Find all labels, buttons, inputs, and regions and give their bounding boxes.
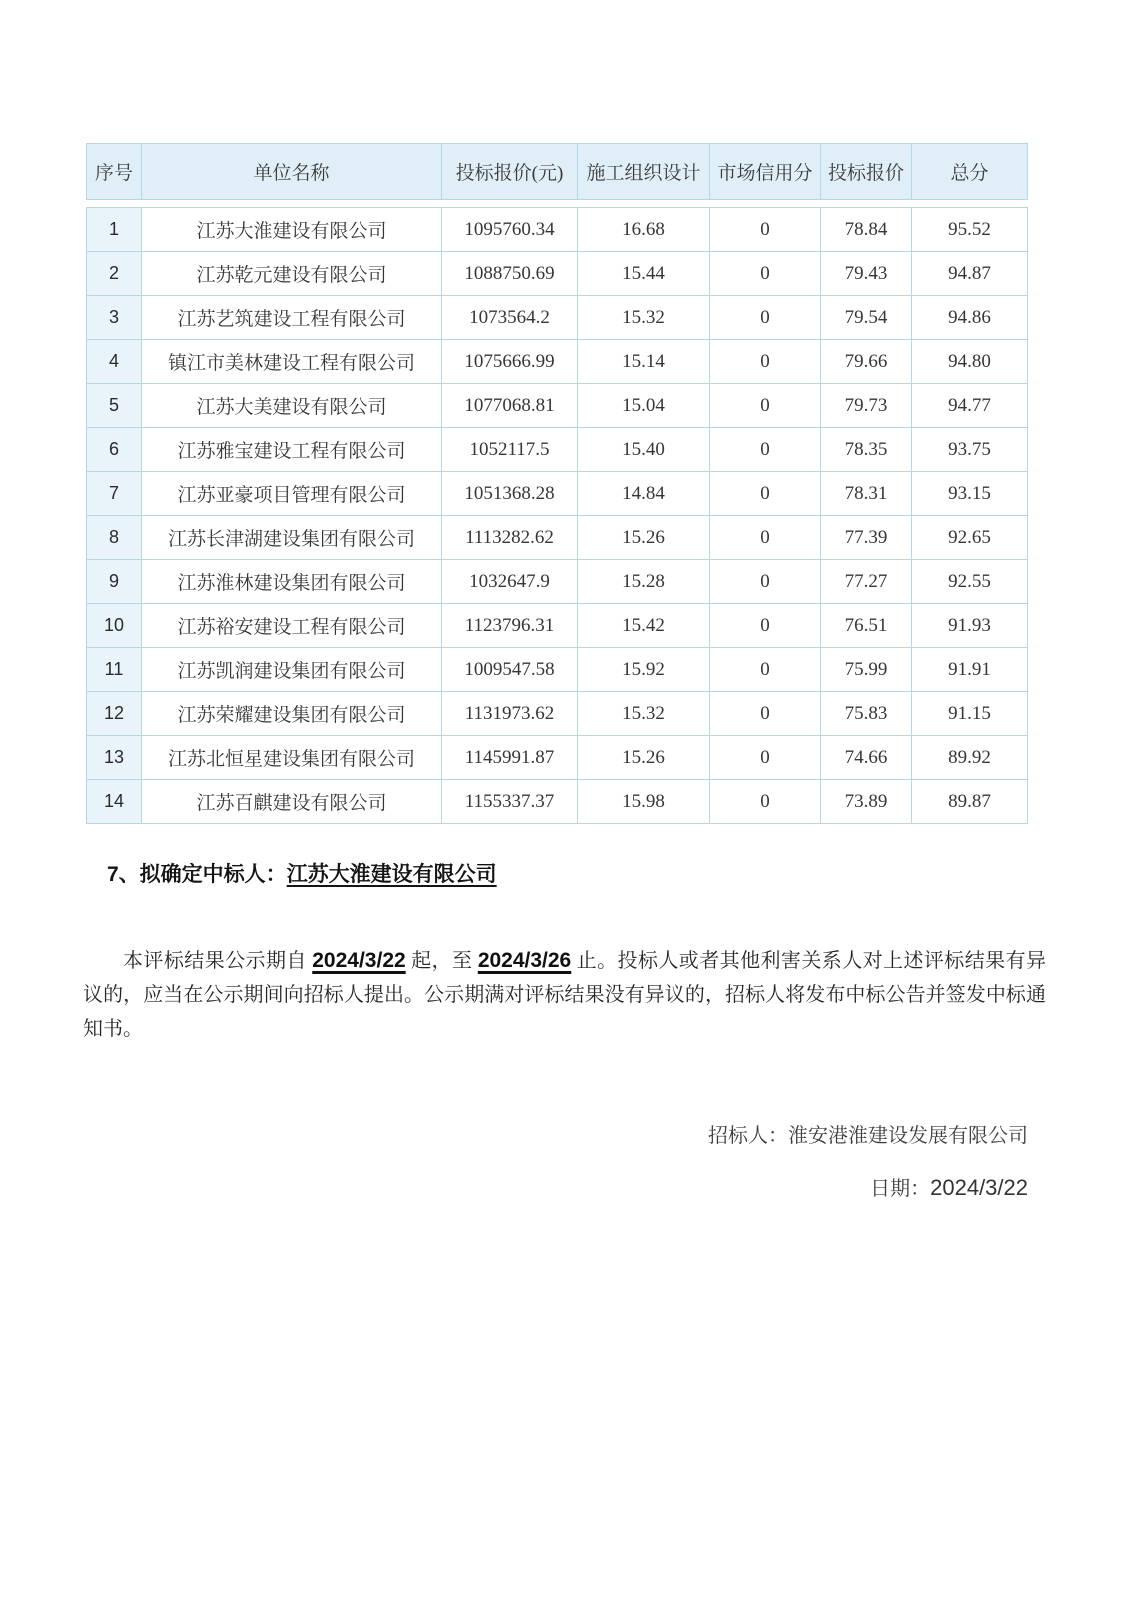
cell-bid-price: 1032647.9 bbox=[442, 560, 578, 604]
cell-price-score: 75.99 bbox=[821, 648, 912, 692]
cell-rank: 1 bbox=[87, 208, 142, 252]
evaluation-results-table-wrap bbox=[86, 143, 1027, 824]
cell-construction-score: 15.44 bbox=[578, 252, 710, 296]
cell-price-score: 79.43 bbox=[821, 252, 912, 296]
cell-total-score: 92.65 bbox=[912, 516, 1028, 560]
cell-credit-score: 0 bbox=[710, 384, 821, 428]
cell-company: 镇江市美林建设工程有限公司 bbox=[142, 340, 442, 384]
cell-price-score: 76.51 bbox=[821, 604, 912, 648]
award-label: 7、拟确定中标人： bbox=[107, 863, 287, 886]
signature-block bbox=[708, 1122, 1028, 1203]
table-row bbox=[87, 516, 1028, 560]
cell-credit-score: 0 bbox=[710, 692, 821, 736]
table-header-row bbox=[87, 144, 1028, 200]
cell-price-score: 77.39 bbox=[821, 516, 912, 560]
cell-construction-score: 15.26 bbox=[578, 516, 710, 560]
cell-price-score: 78.31 bbox=[821, 472, 912, 516]
cell-total-score: 94.86 bbox=[912, 296, 1028, 340]
table-row bbox=[87, 560, 1028, 604]
cell-total-score: 94.87 bbox=[912, 252, 1028, 296]
cell-company: 江苏雅宝建设工程有限公司 bbox=[142, 428, 442, 472]
cell-rank: 9 bbox=[87, 560, 142, 604]
cell-construction-score: 15.98 bbox=[578, 780, 710, 824]
cell-total-score: 93.75 bbox=[912, 428, 1028, 472]
cell-construction-score: 15.14 bbox=[578, 340, 710, 384]
cell-company: 江苏裕安建设工程有限公司 bbox=[142, 604, 442, 648]
header-total-score: 总分 bbox=[912, 144, 1028, 200]
header-construction-design: 施工组织设计 bbox=[578, 144, 710, 200]
tenderer-label: 招标人： bbox=[708, 1125, 788, 1147]
header-bid-price: 投标报价(元) bbox=[442, 144, 578, 200]
date-label: 日期： bbox=[870, 1178, 931, 1200]
cell-credit-score: 0 bbox=[710, 428, 821, 472]
cell-rank: 7 bbox=[87, 472, 142, 516]
cell-bid-price: 1123796.31 bbox=[442, 604, 578, 648]
cell-credit-score: 0 bbox=[710, 208, 821, 252]
table-row bbox=[87, 340, 1028, 384]
cell-bid-price: 1095760.34 bbox=[442, 208, 578, 252]
table-row bbox=[87, 296, 1028, 340]
tenderer-line bbox=[708, 1122, 1028, 1150]
table-header bbox=[87, 144, 1028, 200]
cell-price-score: 73.89 bbox=[821, 780, 912, 824]
cell-total-score: 94.80 bbox=[912, 340, 1028, 384]
cell-construction-score: 15.32 bbox=[578, 296, 710, 340]
cell-credit-score: 0 bbox=[710, 296, 821, 340]
cell-rank: 10 bbox=[87, 604, 142, 648]
table-row bbox=[87, 384, 1028, 428]
header-rank: 序号 bbox=[87, 144, 142, 200]
cell-bid-price: 1155337.37 bbox=[442, 780, 578, 824]
tenderer-name: 淮安港淮建设发展有限公司 bbox=[788, 1125, 1028, 1147]
table-row bbox=[87, 472, 1028, 516]
cell-rank: 6 bbox=[87, 428, 142, 472]
table-row bbox=[87, 208, 1028, 252]
cell-total-score: 89.87 bbox=[912, 780, 1028, 824]
cell-company: 江苏乾元建设有限公司 bbox=[142, 252, 442, 296]
cell-total-score: 95.52 bbox=[912, 208, 1028, 252]
cell-company: 江苏大淮建设有限公司 bbox=[142, 208, 442, 252]
cell-credit-score: 0 bbox=[710, 780, 821, 824]
table-row bbox=[87, 736, 1028, 780]
cell-rank: 5 bbox=[87, 384, 142, 428]
cell-credit-score: 0 bbox=[710, 560, 821, 604]
header-company: 单位名称 bbox=[142, 144, 442, 200]
header-market-credit: 市场信用分 bbox=[710, 144, 821, 200]
public-notice-paragraph bbox=[83, 944, 1046, 1046]
cell-company: 江苏淮林建设集团有限公司 bbox=[142, 560, 442, 604]
table-row bbox=[87, 692, 1028, 736]
cell-rank: 3 bbox=[87, 296, 142, 340]
cell-company: 江苏亚豪项目管理有限公司 bbox=[142, 472, 442, 516]
cell-construction-score: 15.40 bbox=[578, 428, 710, 472]
cell-total-score: 91.91 bbox=[912, 648, 1028, 692]
cell-rank: 13 bbox=[87, 736, 142, 780]
cell-company: 江苏艺筑建设工程有限公司 bbox=[142, 296, 442, 340]
cell-credit-score: 0 bbox=[710, 648, 821, 692]
award-winner-line bbox=[107, 858, 497, 888]
table-row bbox=[87, 428, 1028, 472]
notice-text: 本评标结果公示期自 bbox=[123, 950, 313, 972]
cell-rank: 2 bbox=[87, 252, 142, 296]
cell-company: 江苏北恒星建设集团有限公司 bbox=[142, 736, 442, 780]
cell-company: 江苏荣耀建设集团有限公司 bbox=[142, 692, 442, 736]
cell-price-score: 79.73 bbox=[821, 384, 912, 428]
cell-rank: 14 bbox=[87, 780, 142, 824]
header-body-gap bbox=[87, 200, 1028, 208]
cell-price-score: 78.35 bbox=[821, 428, 912, 472]
notice-text: 起，至 bbox=[405, 950, 478, 972]
cell-total-score: 91.15 bbox=[912, 692, 1028, 736]
cell-total-score: 94.77 bbox=[912, 384, 1028, 428]
cell-construction-score: 16.68 bbox=[578, 208, 710, 252]
notice-end-date: 2024/3/26 bbox=[477, 949, 572, 972]
cell-bid-price: 1009547.58 bbox=[442, 648, 578, 692]
cell-bid-price: 1051368.28 bbox=[442, 472, 578, 516]
cell-construction-score: 15.42 bbox=[578, 604, 710, 648]
header-price-score: 投标报价 bbox=[821, 144, 912, 200]
results-table bbox=[86, 143, 1028, 824]
cell-construction-score: 15.92 bbox=[578, 648, 710, 692]
award-winner-name: 江苏大淮建设有限公司 bbox=[286, 863, 497, 886]
cell-price-score: 74.66 bbox=[821, 736, 912, 780]
cell-bid-price: 1052117.5 bbox=[442, 428, 578, 472]
cell-total-score: 91.93 bbox=[912, 604, 1028, 648]
cell-price-score: 79.66 bbox=[821, 340, 912, 384]
cell-credit-score: 0 bbox=[710, 472, 821, 516]
cell-credit-score: 0 bbox=[710, 252, 821, 296]
cell-bid-price: 1145991.87 bbox=[442, 736, 578, 780]
cell-rank: 4 bbox=[87, 340, 142, 384]
cell-construction-score: 15.04 bbox=[578, 384, 710, 428]
table-row bbox=[87, 604, 1028, 648]
cell-construction-score: 15.28 bbox=[578, 560, 710, 604]
cell-bid-price: 1075666.99 bbox=[442, 340, 578, 384]
table-body bbox=[87, 200, 1028, 824]
cell-company: 江苏长津湖建设集团有限公司 bbox=[142, 516, 442, 560]
cell-price-score: 75.83 bbox=[821, 692, 912, 736]
notice-start-date: 2024/3/22 bbox=[312, 949, 406, 972]
cell-company: 江苏大美建设有限公司 bbox=[142, 384, 442, 428]
date-value: 2024/3/22 bbox=[930, 1175, 1028, 1200]
cell-company: 江苏凯润建设集团有限公司 bbox=[142, 648, 442, 692]
cell-bid-price: 1088750.69 bbox=[442, 252, 578, 296]
date-line bbox=[708, 1174, 1028, 1203]
cell-construction-score: 14.84 bbox=[578, 472, 710, 516]
cell-total-score: 92.55 bbox=[912, 560, 1028, 604]
table-row bbox=[87, 252, 1028, 296]
cell-total-score: 89.92 bbox=[912, 736, 1028, 780]
cell-credit-score: 0 bbox=[710, 340, 821, 384]
cell-total-score: 93.15 bbox=[912, 472, 1028, 516]
cell-price-score: 79.54 bbox=[821, 296, 912, 340]
table-row bbox=[87, 780, 1028, 824]
cell-bid-price: 1131973.62 bbox=[442, 692, 578, 736]
cell-rank: 12 bbox=[87, 692, 142, 736]
cell-construction-score: 15.26 bbox=[578, 736, 710, 780]
cell-bid-price: 1077068.81 bbox=[442, 384, 578, 428]
cell-bid-price: 1113282.62 bbox=[442, 516, 578, 560]
cell-credit-score: 0 bbox=[710, 736, 821, 780]
notice-text: 止。投标人或者其他利害关系人对上述评标结果有异议的，应当在公示期间向招标人提出。公示期满对评标结果没有异议的，招标人将发布中标公告并签发中标通知书。 bbox=[83, 950, 1047, 1040]
cell-credit-score: 0 bbox=[710, 604, 821, 648]
cell-company: 江苏百麒建设有限公司 bbox=[142, 780, 442, 824]
cell-rank: 8 bbox=[87, 516, 142, 560]
table-row bbox=[87, 648, 1028, 692]
cell-rank: 11 bbox=[87, 648, 142, 692]
cell-construction-score: 15.32 bbox=[578, 692, 710, 736]
cell-credit-score: 0 bbox=[710, 516, 821, 560]
cell-price-score: 77.27 bbox=[821, 560, 912, 604]
cell-bid-price: 1073564.2 bbox=[442, 296, 578, 340]
cell-price-score: 78.84 bbox=[821, 208, 912, 252]
